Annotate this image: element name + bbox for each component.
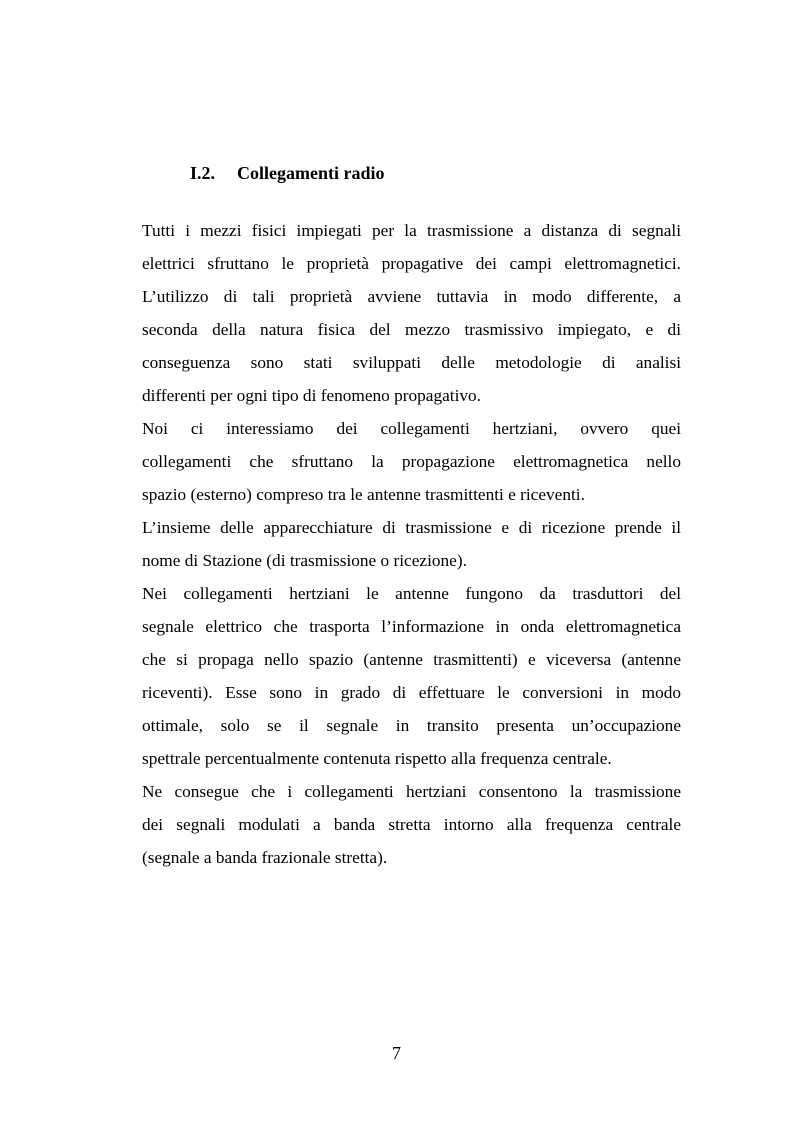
text-line: Noi ci interessiamo dei collegamenti hertziani, ovvero quei [142,419,681,438]
text-line: spazio (esterno) compreso tra le antenne trasmittenti e riceventi. [142,485,585,504]
body-text [142,214,681,874]
text-line: differenti per ogni tipo di fenomeno propagativo. [142,386,481,405]
text-line: (segnale a banda frazionale stretta). [142,848,388,867]
section-title: Collegamenti radio [237,163,385,183]
text-line: seconda della natura fisica del mezzo trasmissivo impiegato, e di [142,320,681,339]
page-number: 7 [392,1043,401,1063]
text-line: spettrale percentualmente contenuta rispetto alla frequenza centrale. [142,749,612,768]
text-line: segnale elettrico che trasporta l’informazione in onda elettromagnetica [142,617,681,636]
text-line: conseguenza sono stati sviluppati delle metodologie di analisi [142,353,681,372]
text-line: L’insieme delle apparecchiature di trasmissione e di ricezione prende il [142,518,681,537]
text-line: L’utilizzo di tali proprietà avviene tuttavia in modo differente, a [142,287,681,306]
text-line: elettrici sfruttano le proprietà propagative dei campi elettromagnetici. [142,254,681,273]
text-line: ottimale, solo se il segnale in transito presenta un’occupazione [142,716,681,735]
text-line: riceventi). Esse sono in grado di effettuare le conversioni in modo [142,683,681,702]
text-line: collegamenti che sfruttano la propagazione elettromagnetica nello [142,452,681,471]
section-number: I.2. [190,163,216,183]
text-line: Tutti i mezzi fisici impiegati per la trasmissione a distanza di segnali [142,221,681,240]
text-line: che si propaga nello spazio (antenne trasmittenti) e viceversa (antenne [142,650,681,669]
text-line: dei segnali modulati a banda stretta intorno alla frequenza centrale [142,815,681,834]
text-line: nome di Stazione (di trasmissione o ricezione). [142,551,467,570]
text-line: Nei collegamenti hertziani le antenne fungono da trasduttori del [142,584,681,603]
section-heading [190,163,384,184]
text-line: Ne consegue che i collegamenti hertziani consentono la trasmissione [142,782,681,801]
